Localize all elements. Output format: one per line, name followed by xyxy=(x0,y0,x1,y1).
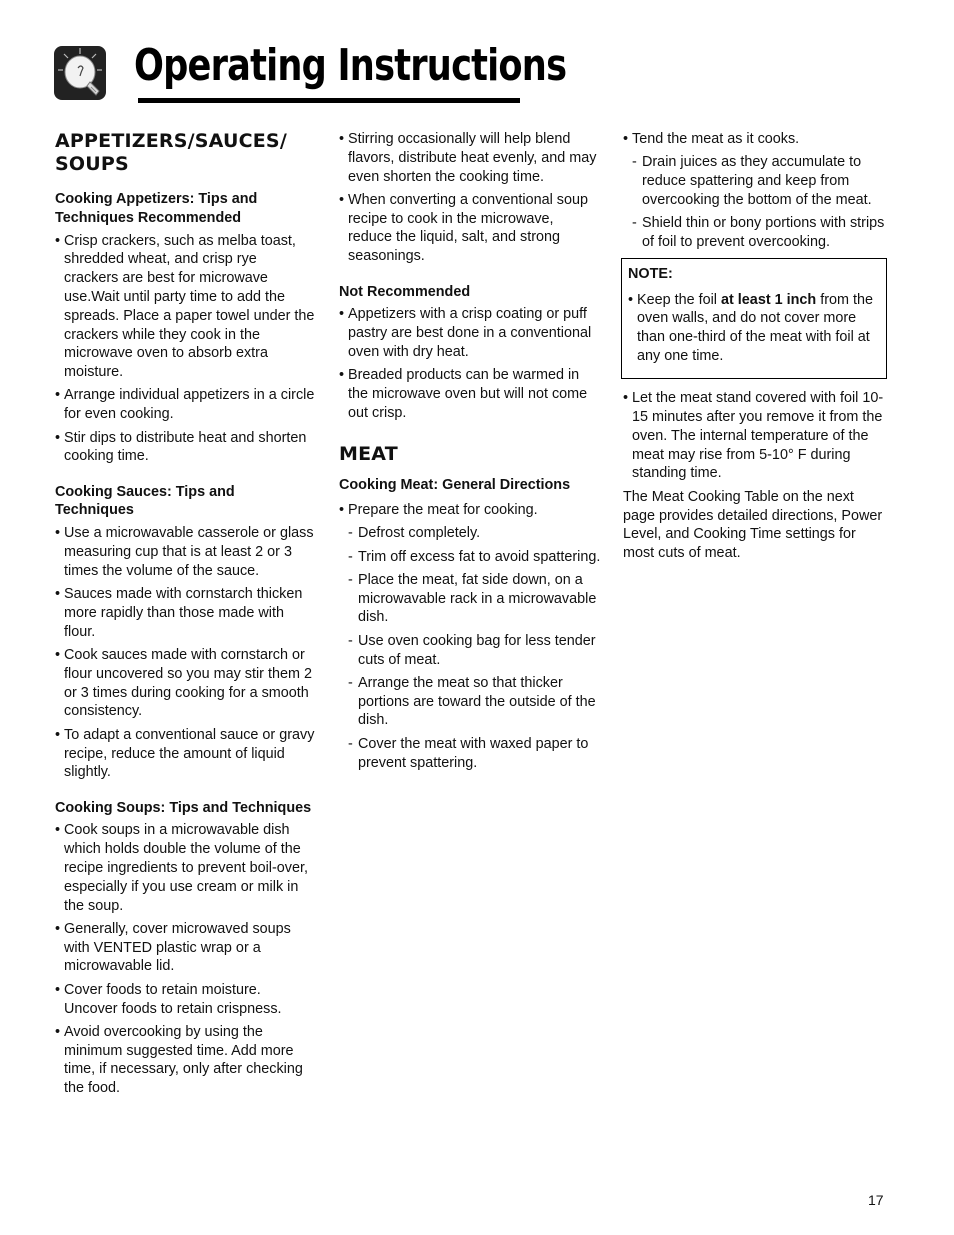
not-recommended-list xyxy=(339,305,601,422)
tend-meat-list xyxy=(623,130,885,149)
list-item: • Stirring occasionally will help blend flavors, distribute heat evenly, and may even shorten the cooking time. xyxy=(339,130,601,186)
list-item: - Shield thin or bony portions with strips of foil to prevent overcooking. xyxy=(632,214,885,252)
list-item: • When converting a conventional soup recipe to cook in the microwave, reduce the liquid, salt, and strong seasonings. xyxy=(339,191,601,266)
list-item: - Place the meat, fat side down, on a microwavable rack in a microwavable dish. xyxy=(348,571,601,627)
list-item: • Arrange individual appetizers in a circle for even cooking. xyxy=(55,386,315,424)
stand-meat-list xyxy=(623,389,885,483)
column-right xyxy=(623,130,885,563)
subheading-sauces: Cooking Sauces: Tips and Techniques xyxy=(55,483,235,519)
title-underline xyxy=(138,98,520,103)
soup-tips-continued-list xyxy=(339,130,601,266)
tend-meat-steps xyxy=(623,153,885,251)
list-item: • Appetizers with a crisp coating or puff pastry are best done in a conventional oven with dry heat. xyxy=(339,305,601,361)
list-item: • Stir dips to distribute heat and shorten cooking time. xyxy=(55,429,315,467)
note-list xyxy=(628,291,880,366)
list-item: • Use a microwavable casserole or glass measuring cup that is at least 2 or 3 times the volume of the sauce. xyxy=(55,524,315,580)
list-item: • Avoid overcooking by using the minimum suggested time. Add more time, if necessary, only after checking the food. xyxy=(55,1023,315,1098)
note-box xyxy=(621,258,887,379)
list-item: • Crisp crackers, such as melba toast, shredded wheat, and crisp rye crackers are best for microwave use.Wait until party time to add the spreads. Place a paper towel under the crackers while they cook in the microwave oven to absorb extra moisture. xyxy=(55,232,315,382)
subheading-soups: Cooking Soups: Tips and Techniques xyxy=(55,799,312,816)
list-item: - Arrange the meat so that thicker portions are toward the outside of the dish. xyxy=(348,674,601,730)
list-item: • Breaded products can be warmed in the microwave oven but will not come out crisp. xyxy=(339,366,601,422)
section-title-meat: MEAT xyxy=(339,443,398,466)
column-left xyxy=(55,130,315,1103)
list-item: • Keep the foil at least 1 inch from the oven walls, and do not cover more than one-third of the meat with foil at any one time. xyxy=(628,291,880,366)
list-item: • Tend the meat as it cooks. xyxy=(623,130,885,149)
appetizer-tips-list xyxy=(55,232,315,467)
list-item: • Let the meat stand covered with foil 10-15 minutes after you remove it from the oven. The internal temperature of the meat may rise from 5-10° F during standing time. xyxy=(623,389,885,483)
page-header xyxy=(54,40,567,110)
section-title-appetizers: APPETIZERS/SAUCES/ SOUPS xyxy=(55,130,287,175)
list-item: • Prepare the meat for cooking. xyxy=(339,501,601,520)
list-item: • Generally, cover microwaved soups with VENTED plastic wrap or a microwavable lid. xyxy=(55,920,315,976)
list-item: • To adapt a conventional sauce or gravy recipe, reduce the amount of liquid slightly. xyxy=(55,726,315,782)
column-middle xyxy=(339,130,601,777)
list-item: - Defrost completely. xyxy=(348,524,601,543)
list-item: - Cover the meat with waxed paper to prevent spattering. xyxy=(348,735,601,773)
closing-paragraph: The Meat Cooking Table on the next page provides detailed directions, Power Level, and Cooking Time settings for most cuts of meat. xyxy=(623,488,883,562)
list-item: • Sauces made with cornstarch thicken more rapidly than those made with flour. xyxy=(55,585,315,641)
soup-tips-list xyxy=(55,821,315,1098)
page-title: Operating Instructions xyxy=(134,40,567,91)
subheading-meat-directions: Cooking Meat: General Directions xyxy=(339,477,571,494)
list-item: • Cook sauces made with cornstarch or flour uncovered so you may stir them 2 or 3 times during cooking for a smooth consistency. xyxy=(55,646,315,721)
note-emphasis: at least 1 inch xyxy=(721,291,817,308)
list-item: - Drain juices as they accumulate to reduce spattering and keep from overcooking the bottom of the meat. xyxy=(632,153,885,209)
note-label: NOTE: xyxy=(628,265,673,282)
meat-prep-steps xyxy=(339,524,601,772)
subheading-not-recommended: Not Recommended xyxy=(339,283,471,300)
page-number: 17 xyxy=(868,1192,884,1208)
meat-prep-list xyxy=(339,501,601,520)
list-item: - Trim off excess fat to avoid spattering. xyxy=(348,548,601,567)
sauce-tips-list xyxy=(55,524,315,782)
lightbulb-icon xyxy=(54,46,106,100)
list-item: • Cook soups in a microwavable dish which holds double the volume of the recipe ingredients to prevent boil-over, especially if you use cream or milk in the soup. xyxy=(55,821,315,915)
subheading-appetizers: Cooking Appetizers: Tips and Techniques Recommended xyxy=(55,191,258,226)
list-item: - Use oven cooking bag for less tender cuts of meat. xyxy=(348,632,601,670)
list-item: • Cover foods to retain moisture. Uncover foods to retain crispness. xyxy=(55,981,315,1019)
